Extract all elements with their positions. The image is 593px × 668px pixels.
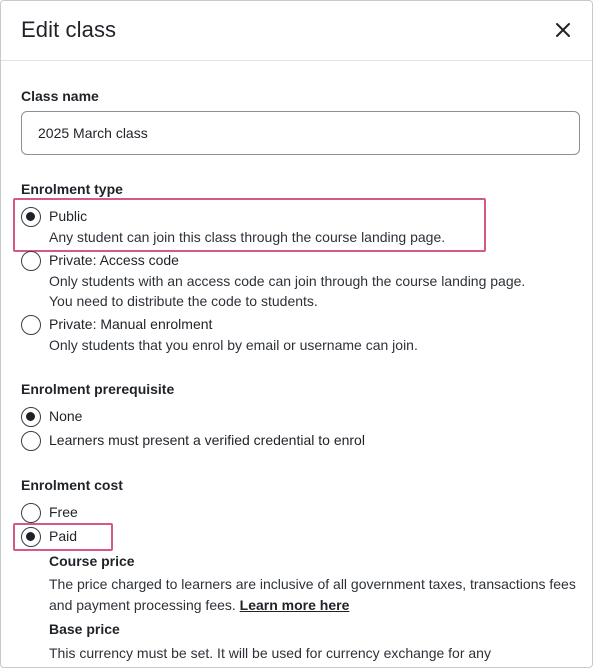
- enrolment-type-access-code-desc-2: You need to distribute the code to students.: [49, 293, 318, 309]
- prerequisite-credential-radio[interactable]: [21, 431, 41, 451]
- base-price-heading: Base price: [49, 621, 120, 637]
- cost-paid-label[interactable]: Paid: [49, 528, 78, 544]
- enrolment-type-access-code-radio[interactable]: [21, 251, 41, 271]
- class-name-label: Class name: [21, 88, 99, 104]
- enrolment-type-manual-desc: Only students that you enrol by email or username can join.: [49, 337, 418, 353]
- close-icon: [555, 22, 571, 38]
- enrolment-type-public-label[interactable]: Public: [49, 208, 88, 224]
- enrolment-cost-label: Enrolment cost: [21, 477, 123, 493]
- enrolment-type-manual-radio[interactable]: [21, 315, 41, 335]
- dialog-title: Edit class: [21, 17, 117, 42]
- enrolment-type-access-code-desc-1: Only students with an access code can join through the course landing page.: [49, 273, 526, 289]
- enrolment-type-access-code-label[interactable]: Private: Access code: [49, 252, 179, 268]
- enrolment-type-public-desc: Any student can join this class through the course landing page.: [49, 229, 446, 245]
- course-price-text: [49, 574, 579, 616]
- prerequisite-credential-label[interactable]: Learners must present a verified credential to enrol: [49, 432, 365, 448]
- prerequisite-none-radio[interactable]: [21, 407, 41, 427]
- cost-free-radio[interactable]: [21, 503, 41, 523]
- base-price-text: This currency must be set. It will be used for currency exchange for any: [49, 645, 491, 661]
- close-button[interactable]: [550, 17, 576, 43]
- prerequisite-none-label[interactable]: None: [49, 408, 83, 424]
- learn-more-link[interactable]: Learn more here: [239, 597, 350, 613]
- enrolment-prerequisite-label: Enrolment prerequisite: [21, 381, 175, 397]
- enrolment-type-label: Enrolment type: [21, 181, 123, 197]
- cost-free-label[interactable]: Free: [49, 504, 78, 520]
- enrolment-type-public-radio[interactable]: [21, 207, 41, 227]
- dialog-header: [1, 1, 592, 61]
- cost-paid-radio[interactable]: [21, 527, 41, 547]
- class-name-input[interactable]: [21, 111, 580, 155]
- course-price-description: The price charged to learners are inclusive of all government taxes, transactions fees and payment processing fees.: [49, 576, 576, 613]
- course-price-heading: Course price: [49, 553, 135, 569]
- enrolment-type-manual-label[interactable]: Private: Manual enrolment: [49, 316, 213, 332]
